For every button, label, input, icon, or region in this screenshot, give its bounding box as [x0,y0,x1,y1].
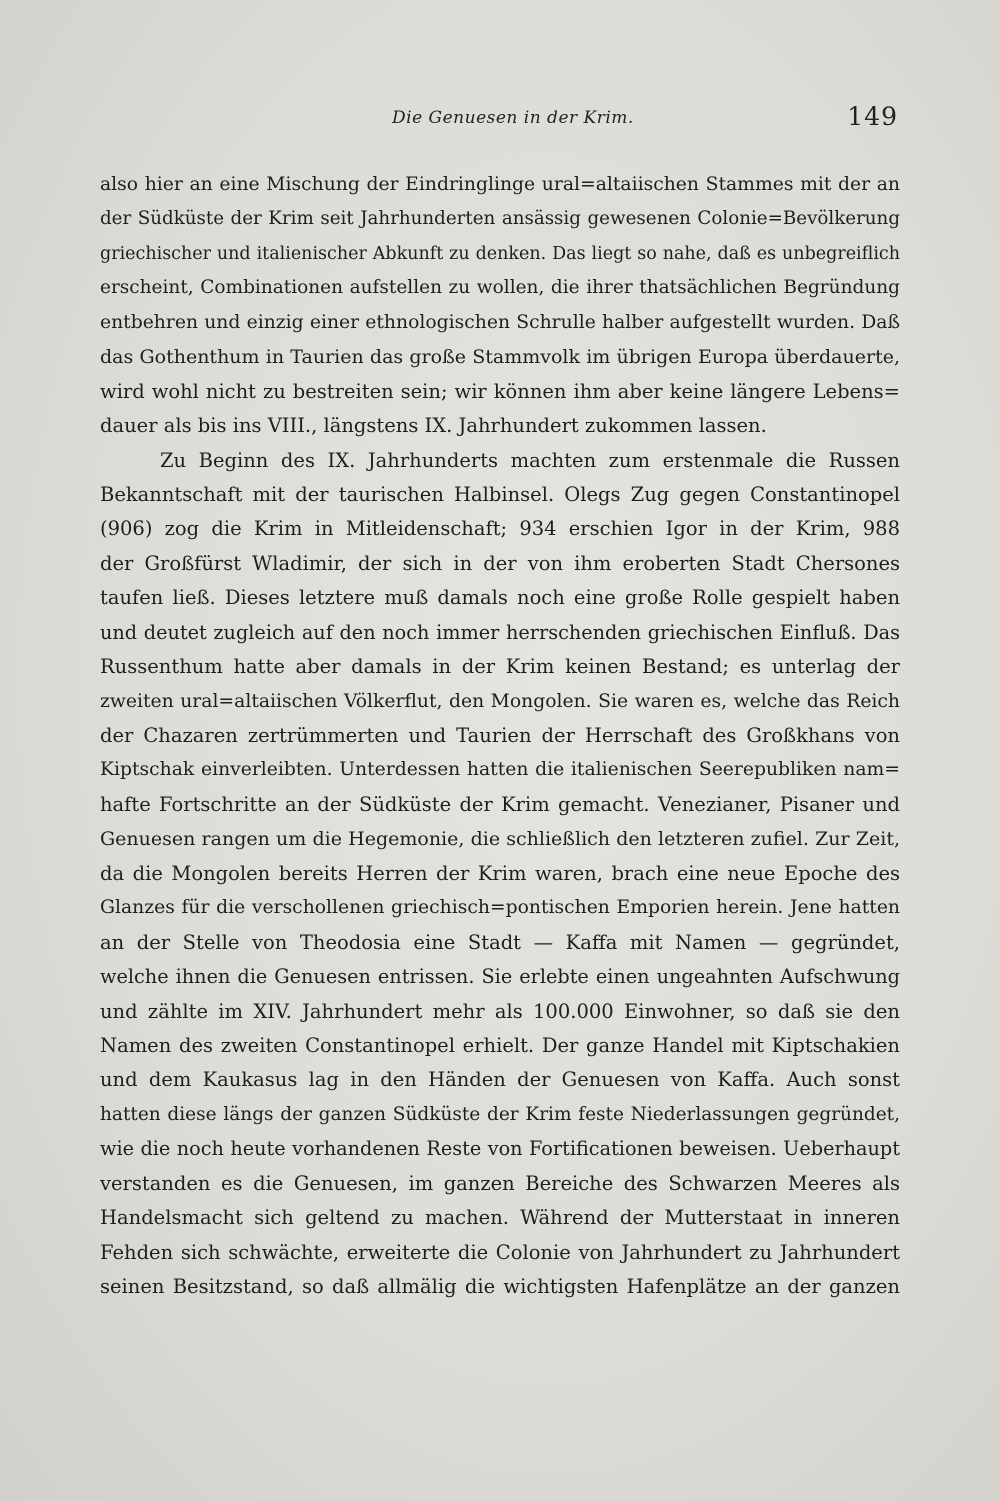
text-line: also hier an eine Mischung der Eindringlinge ural=altaiischen Stammes mit der an [100,174,900,195]
paragraph-1 [100,168,900,444]
text-line: griechischer und italienischer Abkunft zu denken. Das liegt so nahe, daß es unbegreiflich [100,243,900,264]
text-line: hatten diese längs der ganzen Südküste der Krim feste Niederlassungen gegründet, [100,1103,900,1125]
text-line: wird wohl nicht zu bestreiten sein; wir können ihm aber keine längere Lebens= [100,379,900,403]
text-line: erscheint, Combinationen aufstellen zu wollen, die ihrer thatsächlichen Begründung [100,277,900,299]
text-line: zweiten ural=altaiischen Völkerflut, den Mongolen. Sie waren es, welche das Reich [100,690,900,712]
text-line: und zählte im XIV. Jahrhundert mehr als 100.000 Einwohner, so daß sie den [100,999,900,1023]
text-line: (906) zog die Krim in Mitleidenschaft; 934 erschien Igor in der Krim, 988 [100,517,900,541]
text-line: Fehden sich schwächte, erweiterte die Colonie von Jahrhundert zu Jahrhundert [100,1240,900,1264]
running-title: Die Genuesen in der Krim. [392,108,634,128]
text-line: wie die noch heute vorhandenen Reste von Fortificationen beweisen. Ueberhaupt [100,1137,900,1161]
text-line: und dem Kaukasus lag in den Händen der Genuesen von Kaffa. Auch sonst [100,1068,900,1092]
text-line: da die Mongolen bereits Herren der Krim waren, brach eine neue Epoche des [100,861,900,885]
text-line: Kiptschak einverleibten. Unterdessen hatten die italienischen Seerepubliken nam= [100,759,900,781]
text-line: hafte Fortschritte an der Südküste der Krim gemacht. Venezianer, Pisaner und [100,792,900,816]
page-number: 149 [847,102,898,131]
running-head [100,104,900,136]
text-line: der Großfürst Wladimir, der sich in der von ihm eroberten Stadt Chersones [100,551,900,575]
text-line: entbehren und einzig einer ethnologischen Schrulle halber aufgestellt wurden. Daß [100,311,900,333]
text-line: Russenthum hatte aber damals in der Krim keinen Bestand; es unterlag der [100,655,900,679]
text-line: welche ihnen die Genuesen entrissen. Sie erlebte einen ungeahnten Aufschwung [100,965,900,989]
text-line: seinen Besitzstand, so daß allmälig die wichtigsten Hafenplätze an der ganzen [100,1275,900,1298]
text-line: Glanzes für die verschollenen griechisch=pontischen Emporien herein. Jene hatten [100,897,900,919]
text-line: Namen des zweiten Constantinopel erhielt. Der ganze Handel mit Kiptschakien [100,1033,900,1057]
text-line: das Gothenthum in Taurien das große Stammvolk im übrigen Europa überdauerte, [100,346,900,369]
body-text [100,168,900,1304]
text-line: und deutet zugleich auf den noch immer herrschenden griechischen Einfluß. Das [100,620,900,644]
text-line: Zu Beginn des IX. Jahrhunderts machten zum erstenmale die Russen [160,448,900,472]
text-line: der Chazaren zertrümmerten und Taurien der Herrschaft des Großkhans von [100,724,900,747]
text-line: Genuesen rangen um die Hegemonie, die schließlich den letzteren zufiel. Zur Zeit, [100,828,900,851]
text-line: der Südküste der Krim seit Jahrhunderten ansässig gewesenen Colonie=Bevölkerung [100,208,900,230]
text-line: an der Stelle von Theodosia eine Stadt — Kaffa mit Namen — gegründet, [100,930,900,954]
paragraph-2 [100,444,900,1305]
text-line: Handelsmacht sich geltend zu machen. Während der Mutterstaat in inneren [100,1206,900,1230]
text-line: verstanden es die Genuesen, im ganzen Bereiche des Schwarzen Meeres als [100,1171,900,1195]
text-line: dauer als bis ins VIII., längstens IX. Jahrhundert zukommen lassen. [100,414,767,438]
text-line: taufen ließ. Dieses letztere muß damals noch eine große Rolle gespielt haben [100,586,900,610]
text-line: Bekanntschaft mit der taurischen Halbinsel. Olegs Zug gegen Constantinopel [100,482,900,506]
